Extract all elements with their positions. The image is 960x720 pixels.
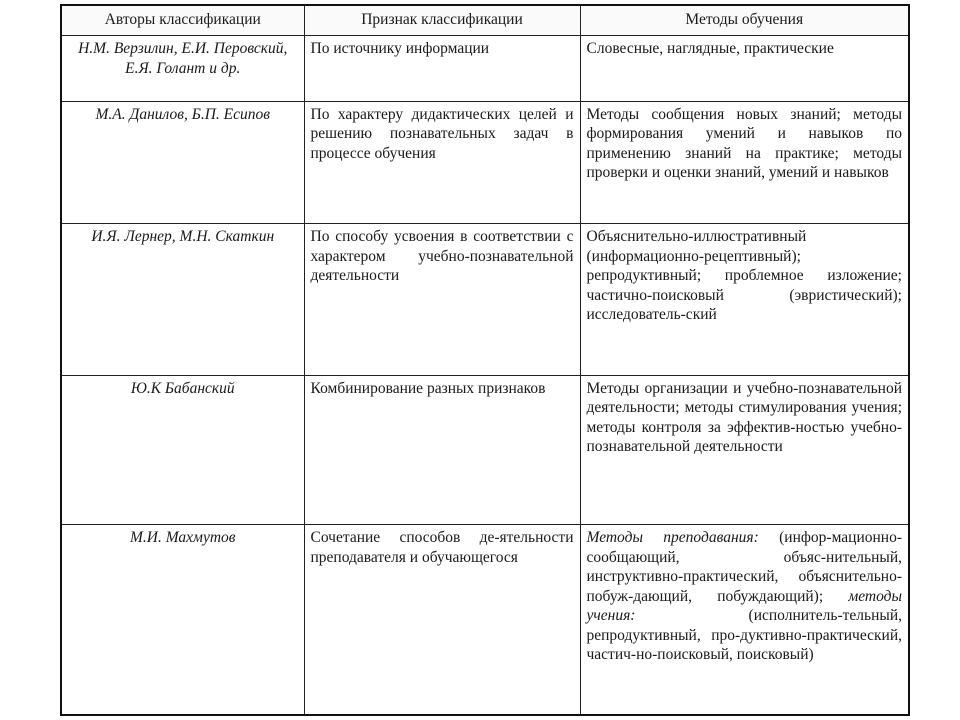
criterion-cell: Комбинирование разных признаков [304, 375, 580, 524]
methods-cell: Словесные, наглядные, практические [580, 36, 909, 101]
author-cell: М.И. Махмутов [61, 525, 304, 715]
criterion-cell: По способу усвоения в соответствии с характером учебно-познавательной деятельности [304, 224, 580, 375]
methods-cell: Объяснительно-иллюстративный (информационно-рецептивный); репродуктивный; проблемное изложение; частично-поисковый (эвристический); исследователь-ский [580, 224, 909, 375]
author-cell: М.А. Данилов, Б.П. Есипов [61, 101, 304, 224]
criterion-cell: По источнику информации [304, 36, 580, 101]
table-header-row [61, 5, 909, 36]
table-row [61, 375, 909, 524]
author-cell: Н.М. Верзилин, Е.И. Перовский, Е.Я. Голант и др. [61, 36, 304, 101]
criterion-cell: По характеру дидактических целей и решению познавательных задач в процессе обучения [304, 101, 580, 224]
table-row [61, 36, 909, 101]
teaching-methods-text: (инфор-мационно-сообщающий, объяс-нительный, инструктивно-практический, объяснительно-побуж-дающий, побуждающий); [586, 529, 902, 605]
header-methods: Методы обучения [580, 5, 909, 36]
table-row [61, 224, 909, 375]
table-row [61, 101, 909, 224]
author-cell: Ю.К Бабанский [61, 375, 304, 524]
learning-methods-label: методы учения: [586, 587, 902, 625]
table-row [61, 525, 909, 715]
methods-cell: Методы сообщения новых знаний; методы формирования умений и навыков по применению знаний на практике; методы проверки и оценки знаний, умений и навыков [580, 101, 909, 224]
methods-cell: Методы организации и учебно-познавательной деятельности; методы стимулирования учения; методы контроля за эффектив-ностью учебно-познавательной деятельности [580, 375, 909, 524]
author-cell: И.Я. Лернер, М.Н. Скаткин [61, 224, 304, 375]
header-authors: Авторы классификации [61, 5, 304, 36]
criterion-cell: Сочетание способов де-ятельности преподавателя и обучающегося [304, 525, 580, 715]
classification-table [60, 4, 910, 716]
learning-methods-text: (исполнитель-тельный, репродуктивный, про-дуктивно-практический, частич-но-поисковый, поисковый) [586, 607, 902, 664]
teaching-methods-label: Методы преподавания: [586, 529, 759, 547]
methods-cell [580, 525, 909, 715]
header-criterion: Признак классификации [304, 5, 580, 36]
